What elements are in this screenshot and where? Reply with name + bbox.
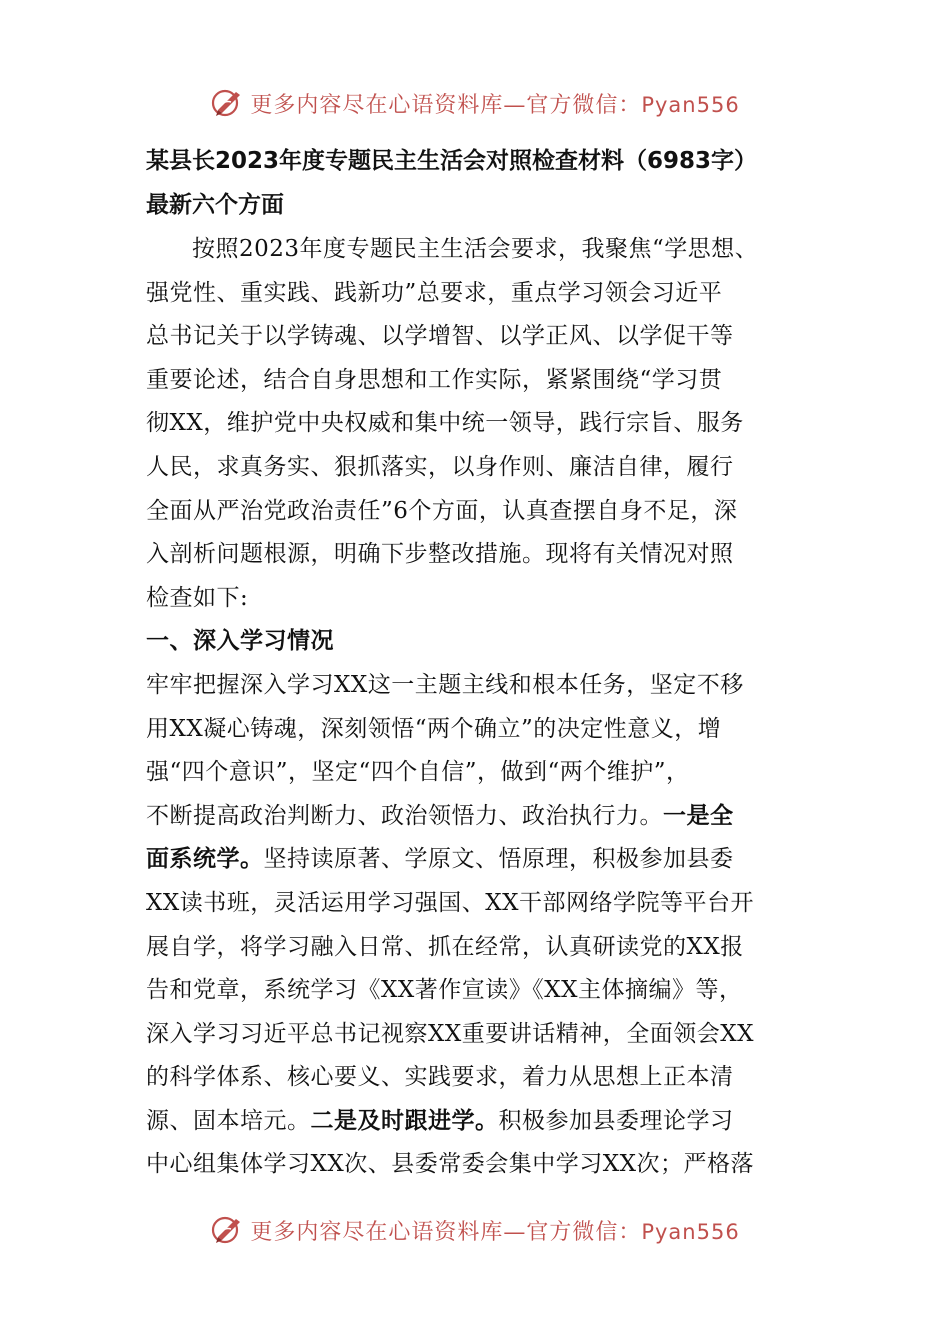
body-line	[146, 838, 810, 882]
watermark-wechat-id: Pyan556	[641, 92, 740, 117]
intro-line: 按照2023年度专题民主生活会要求，我聚焦“学思想、	[192, 236, 759, 262]
watermark-text	[250, 1215, 739, 1246]
section-heading: 一、深入学习情况	[146, 628, 334, 655]
body-text: 源、固本培元。	[146, 1107, 311, 1134]
document-title-line2: 最新六个方面	[146, 192, 284, 218]
body-line	[146, 795, 810, 839]
intro-line: 总书记关于以学铸魂、以学增智、以学正风、以学促干等	[146, 323, 734, 350]
intro-line: 人民，求真务实、狠抓落实，以身作则、廉洁自律，履行	[146, 453, 734, 480]
body-text: 不断提高政治判断力、政治领悟力、政治执行力。	[146, 802, 663, 829]
body-text: 积极参加县委理论学习	[498, 1107, 734, 1134]
body-line: 中心组集体学习XX次、县委常委会集中学习XX次；严格落	[146, 1151, 754, 1178]
watermark-label: 更多内容尽在心语资料库—官方微信：	[250, 1219, 642, 1245]
body-line: 用XX凝心铸魂，深刻领悟“两个确立”的决定性意义，增	[146, 715, 722, 742]
body-line: 深入学习习近平总书记视察XX重要讲话精神，全面领会XX	[146, 1020, 754, 1047]
watermark-top	[0, 78, 950, 128]
section1-paragraph	[146, 664, 810, 1187]
intro-line: 检查如下:	[146, 584, 249, 611]
body-line: XX读书班，灵活运用学习强国、XX干部网络学院等平台开	[146, 889, 754, 916]
pen-logo-icon	[210, 1213, 244, 1247]
body-text: 坚持读原著、学原文、悟原理，积极参加县委	[263, 846, 734, 873]
body-line: 展自学，将学习融入日常、抓在经常，认真研读党的XX报	[146, 933, 744, 960]
bold-lead-text: 一是全	[663, 802, 734, 829]
watermark-label: 更多内容尽在心语资料库—官方微信：	[250, 92, 642, 118]
intro-line: 入剖析问题根源，明确下步整改措施。现将有关情况对照	[146, 541, 734, 568]
document-body	[146, 140, 810, 1187]
intro-paragraph	[146, 228, 810, 620]
intro-line: 重要论述，结合自身思想和工作实际，紧紧围绕“学习贯	[146, 366, 723, 393]
document-title-line1: 某县长2023年度专题民主生活会对照检查材料（6983字）	[146, 148, 758, 174]
bold-lead-text: 二是及时跟进学。	[310, 1107, 499, 1134]
pen-logo-icon	[210, 86, 244, 120]
watermark-wechat-id: Pyan556	[641, 1219, 740, 1244]
watermark-bottom	[0, 1205, 950, 1255]
intro-line: 彻XX，维护党中央权威和集中统一领导，践行宗旨、服务	[146, 410, 744, 437]
body-line: 强“四个意识”，坚定“四个自信”，做到“两个维护”，	[146, 759, 690, 786]
body-line	[146, 1100, 810, 1144]
bold-lead-text: 面系统学。	[146, 846, 264, 873]
body-line: 牢牢把握深入学习XX这一主题主线和根本任务，坚定不移	[146, 671, 744, 698]
intro-line: 全面从严治党政治责任”6个方面，认真查摆自身不足，深	[146, 497, 738, 524]
body-line: 的科学体系、核心要义、实践要求，着力从思想上正本清	[146, 1064, 734, 1091]
intro-line: 强党性、重实践、践新功”总要求，重点学习领会习近平	[146, 279, 723, 306]
watermark-text	[250, 88, 739, 119]
body-line: 告和党章，系统学习《XX著作宣读》《XX主体摘编》等，	[146, 977, 743, 1004]
